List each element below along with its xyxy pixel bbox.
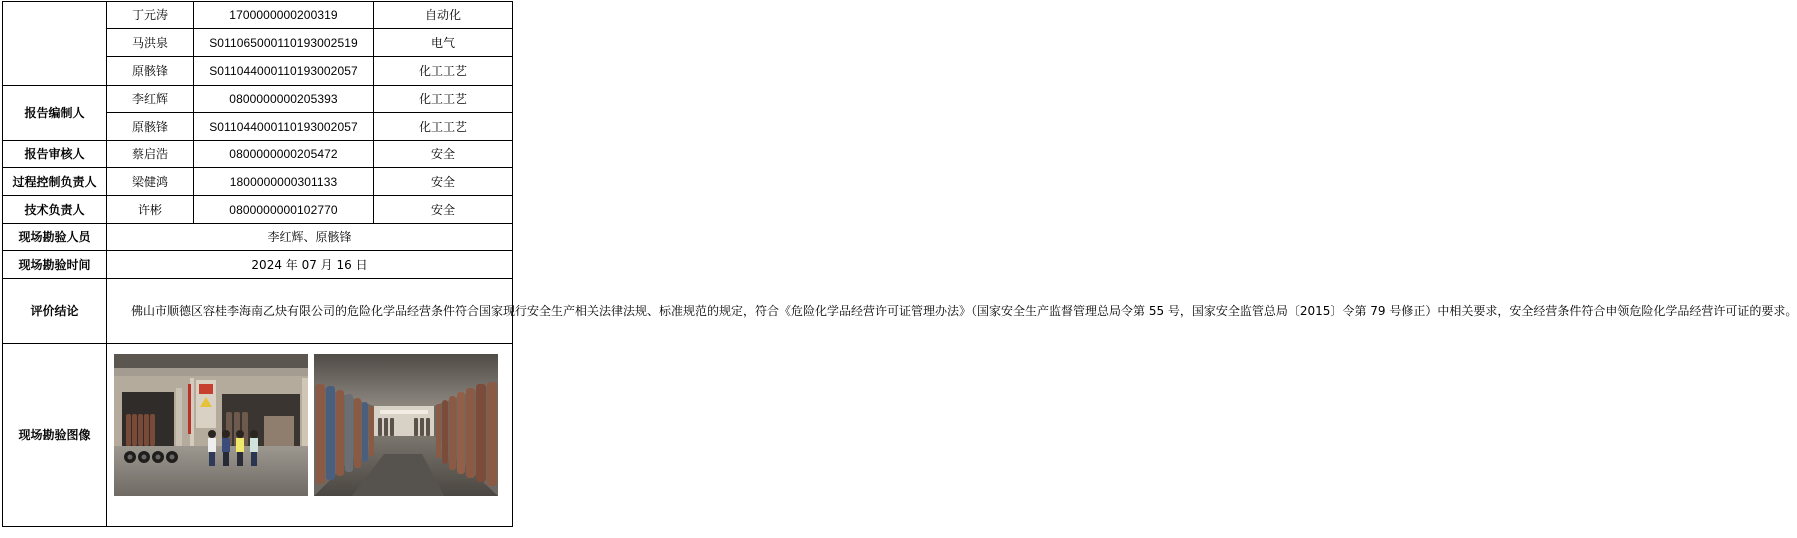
person-major: 化工工艺: [374, 86, 513, 113]
survey-time-row: [3, 251, 513, 279]
person-major: 安全: [374, 168, 513, 196]
person-name: 原骸锋: [107, 113, 194, 141]
reviewer-row: [3, 141, 513, 168]
process-manager-row: [3, 168, 513, 196]
editor-label: 报告编制人: [3, 86, 107, 141]
cert-number: 0800000000205472: [194, 141, 374, 168]
person-major: 安全: [374, 196, 513, 224]
person-name: 原骸锋: [107, 57, 194, 86]
person-name: 丁元涛: [107, 2, 194, 29]
person-name: 李红辉: [107, 86, 194, 113]
conclusion-row: [3, 279, 513, 344]
person-major: 安全: [374, 141, 513, 168]
conclusion-text: 佛山市顺德区容桂李海南乙炔有限公司的危险化学品经营条件符合国家现行安全生产相关法律法规、标准规范的规定，符合《危险化学品经营许可证管理办法》（国家安全生产监督管理总局令第 55 号，国家安全监管总局〔2015〕令第 79 号修正）中相关要求，安全经营条件符合申领危险化学品经营许可证的要求。: [131, 304, 1797, 318]
tech-manager-row: [3, 196, 513, 224]
cert-number: 0800000000205393: [194, 86, 374, 113]
photos-row: [3, 344, 513, 527]
person-major: 自动化: [374, 2, 513, 29]
cert-number: S011044000110193002057: [194, 113, 374, 141]
reviewer-label: 报告审核人: [3, 141, 107, 168]
person-major: 电气: [374, 29, 513, 57]
tech-manager-label: 技术负责人: [3, 196, 107, 224]
editor-row-1: [3, 86, 513, 113]
person-name: 蔡启浩: [107, 141, 194, 168]
person-name: 梁健鸿: [107, 168, 194, 196]
survey-people-row: [3, 224, 513, 251]
person-major: 化工工艺: [374, 113, 513, 141]
person-major: 化工工艺: [374, 57, 513, 86]
cert-number: 0800000000102770: [194, 196, 374, 224]
site-photo-warehouse-front: [114, 354, 308, 496]
survey-people-label: 现场勘验人员: [3, 224, 107, 251]
survey-time-label: 现场勘验时间: [3, 251, 107, 279]
site-photo-cylinder-storage: [314, 354, 498, 496]
photos-label: 现场勘验图像: [3, 344, 107, 527]
survey-time-value: 2024 年 07 月 16 日: [107, 251, 513, 279]
process-manager-label: 过程控制负责人: [3, 168, 107, 196]
photos-cell: [107, 344, 513, 527]
warehouse-front-image: [114, 354, 308, 496]
cert-number: 1700000000200319: [194, 2, 374, 29]
cert-number: S011065000110193002519: [194, 29, 374, 57]
conclusion-label: 评价结论: [3, 279, 107, 344]
cylinder-storage-image: [314, 354, 498, 496]
conclusion-cell: [107, 279, 1797, 344]
cert-number: S011044000110193002057: [194, 57, 374, 86]
photos-container: [107, 344, 512, 525]
person-name: 马洪泉: [107, 29, 194, 57]
report-table: [2, 1, 1797, 527]
cert-number: 1800000000301133: [194, 168, 374, 196]
person-name: 许彬: [107, 196, 194, 224]
survey-people-value: 李红辉、原骸锋: [107, 224, 513, 251]
team-row-1: [3, 2, 513, 29]
team-label-cell: [3, 2, 107, 86]
